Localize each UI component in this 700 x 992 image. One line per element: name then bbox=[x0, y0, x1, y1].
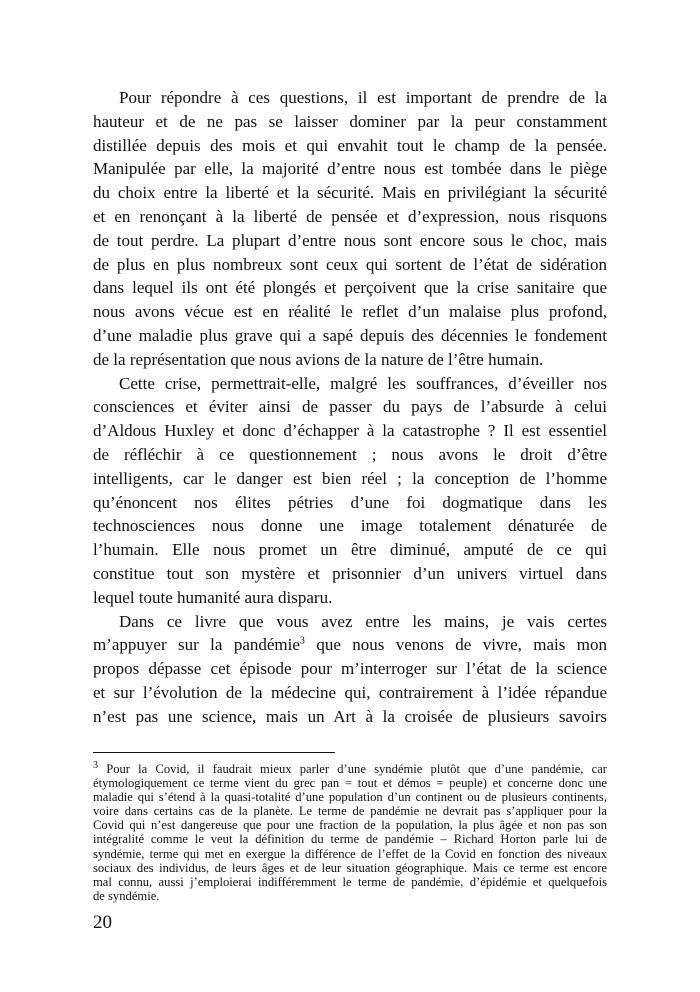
footnote-line: Covid qui n’est dangereuse que pour une fraction de la population, la plus âgée et non pas son bbox=[93, 818, 607, 833]
text-line: et en renonçant à la liberté de pensée et d’expression, nous risquons bbox=[93, 206, 607, 226]
text-line: qu’énoncent nos élites pétries d’une foi dogmatique dans les bbox=[93, 492, 607, 512]
text-line: de réfléchir à ce questionnement ; nous avons le droit d’être bbox=[93, 444, 607, 464]
footnote-text: Pour la Covid, il faudrait mieux parler d’une syndémie plutôt que d’une pandémie, car bbox=[106, 762, 607, 776]
text-line: Cette crise, permettrait-elle, malgré les souffrances, d’éveiller nos bbox=[119, 373, 607, 393]
text-line: et sur l’évolution de la médecine qui, contrairement à l’idée répandue bbox=[93, 682, 607, 702]
footnote-line: de syndémie. bbox=[93, 888, 160, 903]
footnote-line: sociaux des individus, de leurs âges et de leur situation géographique. Mais ce terme est encore bbox=[93, 860, 607, 875]
text-line: d’une maladie plus grave qui a sapé depuis des décennies le fondement bbox=[93, 325, 607, 345]
footnote-line: voire dans certains cas de la planète. Le terme de pandémie ne devrait pas s’appliquer pour la bbox=[93, 804, 607, 819]
page-number: 20 bbox=[93, 912, 112, 933]
text-line: lequel toute humanité aura disparu. bbox=[93, 587, 333, 607]
text-fragment: m’appuyer sur la pandémie bbox=[93, 635, 300, 655]
text-line: dans lequel ils ont été plongés et perçoivent que la crise sanitaire que bbox=[93, 278, 607, 298]
text-line: constitue tout son mystère et prisonnier d’un univers virtuel dans bbox=[93, 563, 607, 583]
footnote-line bbox=[93, 759, 607, 776]
text-line: n’est pas une science, mais un Art à la croisée de plusieurs savoirs bbox=[93, 706, 607, 726]
text-line bbox=[93, 633, 607, 657]
text-line: distillée depuis des mois et qui envahit tout le champ de la pensée. bbox=[93, 135, 607, 155]
text-line: d’Aldous Huxley et donc d’échapper à la catastrophe ? Il est essentiel bbox=[93, 421, 607, 441]
footnote-reference[interactable]: 3 bbox=[299, 635, 305, 647]
paragraph-3 bbox=[93, 610, 607, 729]
text-line: technosciences nous donne une image totalement dénaturée de bbox=[93, 516, 607, 536]
text-line: de plus en plus nombreux sont ceux qui sortent de l’état de sidération bbox=[93, 254, 607, 274]
text-line: de la représentation que nous avions de la nature de l’être humain. bbox=[93, 349, 544, 369]
text-line: l’humain. Elle nous promet un être diminué, amputé de ce qui bbox=[93, 540, 607, 560]
text-line: Manipulée par elle, la majorité d’entre nous est tombée dans le piège bbox=[93, 159, 607, 179]
footnote-line: maladie qui s’étend à la quasi-totalité d’une population d’un continent ou de plusieurs continents, bbox=[93, 790, 607, 805]
footnote-line: mal connu, aussi j’emploierai indifféremment le terme de pandémie, d’épidémie et quelquefois bbox=[93, 874, 607, 889]
footnote-separator bbox=[93, 752, 335, 753]
text-line: de tout perdre. La plupart d’entre nous sont encore sous le choc, mais bbox=[93, 230, 607, 250]
footnote bbox=[93, 759, 607, 903]
paragraph-2 bbox=[93, 372, 607, 610]
footnote-line: intégralité comme le veut la définition du terme de pandémie – Richard Horton parle lui de bbox=[93, 832, 607, 847]
body-text bbox=[93, 86, 607, 729]
footnote-number: 3 bbox=[93, 759, 98, 771]
footnote-line: syndémie, terme qui met en exergue la différence de l’effet de la Covid en fonction des niveaux bbox=[93, 846, 607, 861]
text-line: Pour répondre à ces questions, il est important de prendre de la bbox=[119, 88, 607, 107]
text-line: intelligents, car le danger est bien réel ; la conception de l’homme bbox=[93, 468, 607, 488]
text-line: du choix entre la liberté et la sécurité. Mais en privilégiant la sécurité bbox=[93, 183, 607, 203]
text-line: hauteur et de ne pas se laisser dominer par la peur constamment bbox=[93, 111, 607, 131]
text-line: nous avons vécue est en réalité le reflet d’un malaise plus profond, bbox=[93, 302, 607, 322]
text-fragment: que nous venons de vivre, mais mon bbox=[316, 635, 607, 655]
footnote-line: étymologiquement ce terme vient du grec pan = tout et démos = peuple) et concerne donc une bbox=[93, 776, 607, 791]
text-line: Dans ce livre que vous avez entre les mains, je vais certes bbox=[119, 611, 607, 631]
text-line: propos dépasse cet épisode pour m’interroger sur l’état de la science bbox=[93, 659, 607, 679]
text-line: consciences et éviter ainsi de passer du pays de l’absurde à celui bbox=[93, 397, 607, 417]
paragraph-1 bbox=[93, 86, 607, 372]
